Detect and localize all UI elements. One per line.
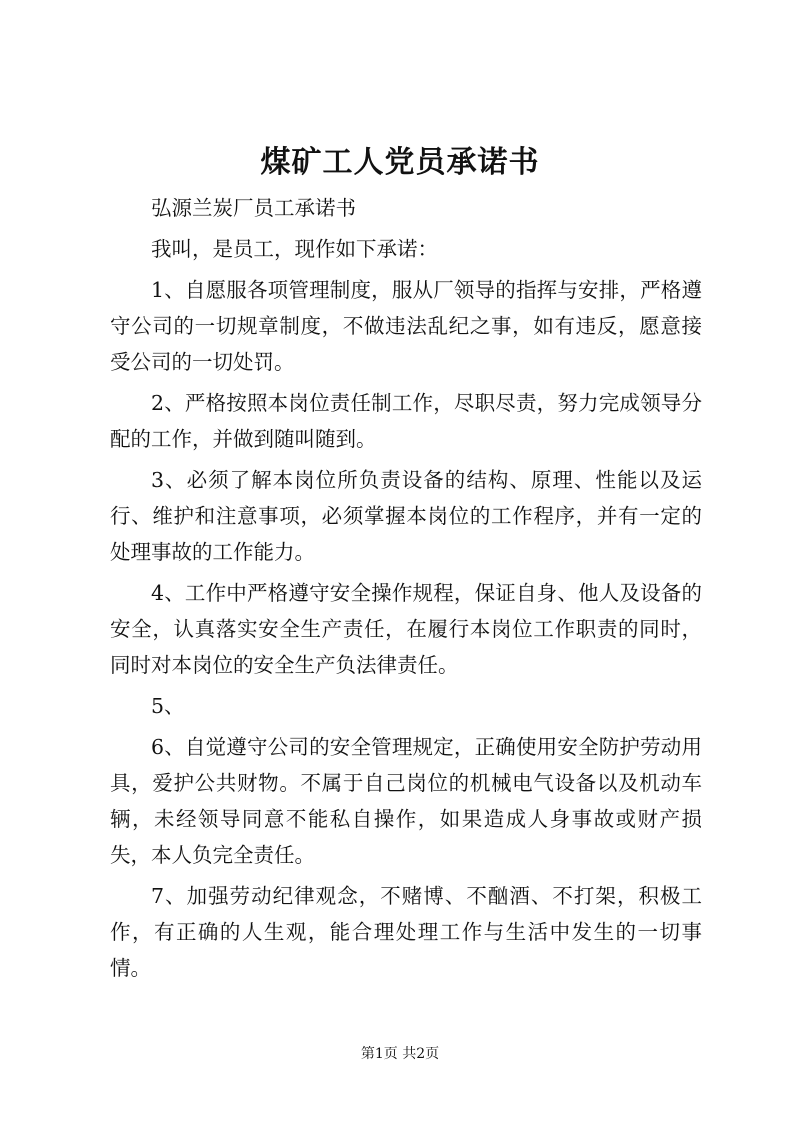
paragraph-item-7: 7、加强劳动纪律观念，不赌博、不酗酒、不打架，积极工作，有正确的人生观，能合理处理工作与生活中发生的一切事情。 [110, 884, 702, 980]
paragraph-heading: 弘源兰炭厂员工承诺书 [151, 196, 356, 220]
document-title: 煤矿工人党员承诺书 [260, 145, 540, 180]
paragraph-intro: 我叫，是员工，现作如下承诺： [151, 237, 438, 261]
paragraph-item-3: 3、必须了解本岗位所负责设备的结构、原理、性能以及运行、维护和注意事项，必须掌握本岗位的工作程序，并有一定的处理事故的工作能力。 [110, 468, 702, 564]
paragraph-item-2: 2、严格按照本岗位责任制工作，尽职尽责，努力完成领导分配的工作，并做到随叫随到。 [110, 391, 702, 451]
page-number-footer: 第1页 共2页 [360, 1046, 440, 1062]
paragraph-item-5: 5、 [151, 694, 185, 718]
document-body [110, 190, 702, 991]
paragraph-item-1: 1、自愿服各项管理制度，服从厂领导的指挥与安排，严格遵守公司的一切规章制度，不做违法乱纪之事，如有违反，愿意接受公司的一切处罚。 [110, 278, 702, 374]
paragraph-item-6: 6、自觉遵守公司的安全管理规定，正确使用安全防护劳动用具，爱护公共财物。不属于自己岗位的机械电气设备以及机动车辆，未经领导同意不能私自操作，如果造成人身事故或财产损失，本人负完全责任。 [110, 735, 702, 867]
paragraph-item-4: 4、工作中严格遵守安全操作规程，保证自身、他人及设备的安全，认真落实安全生产责任，在履行本岗位工作职责的同时，同时对本岗位的安全生产负法律责任。 [110, 581, 702, 677]
